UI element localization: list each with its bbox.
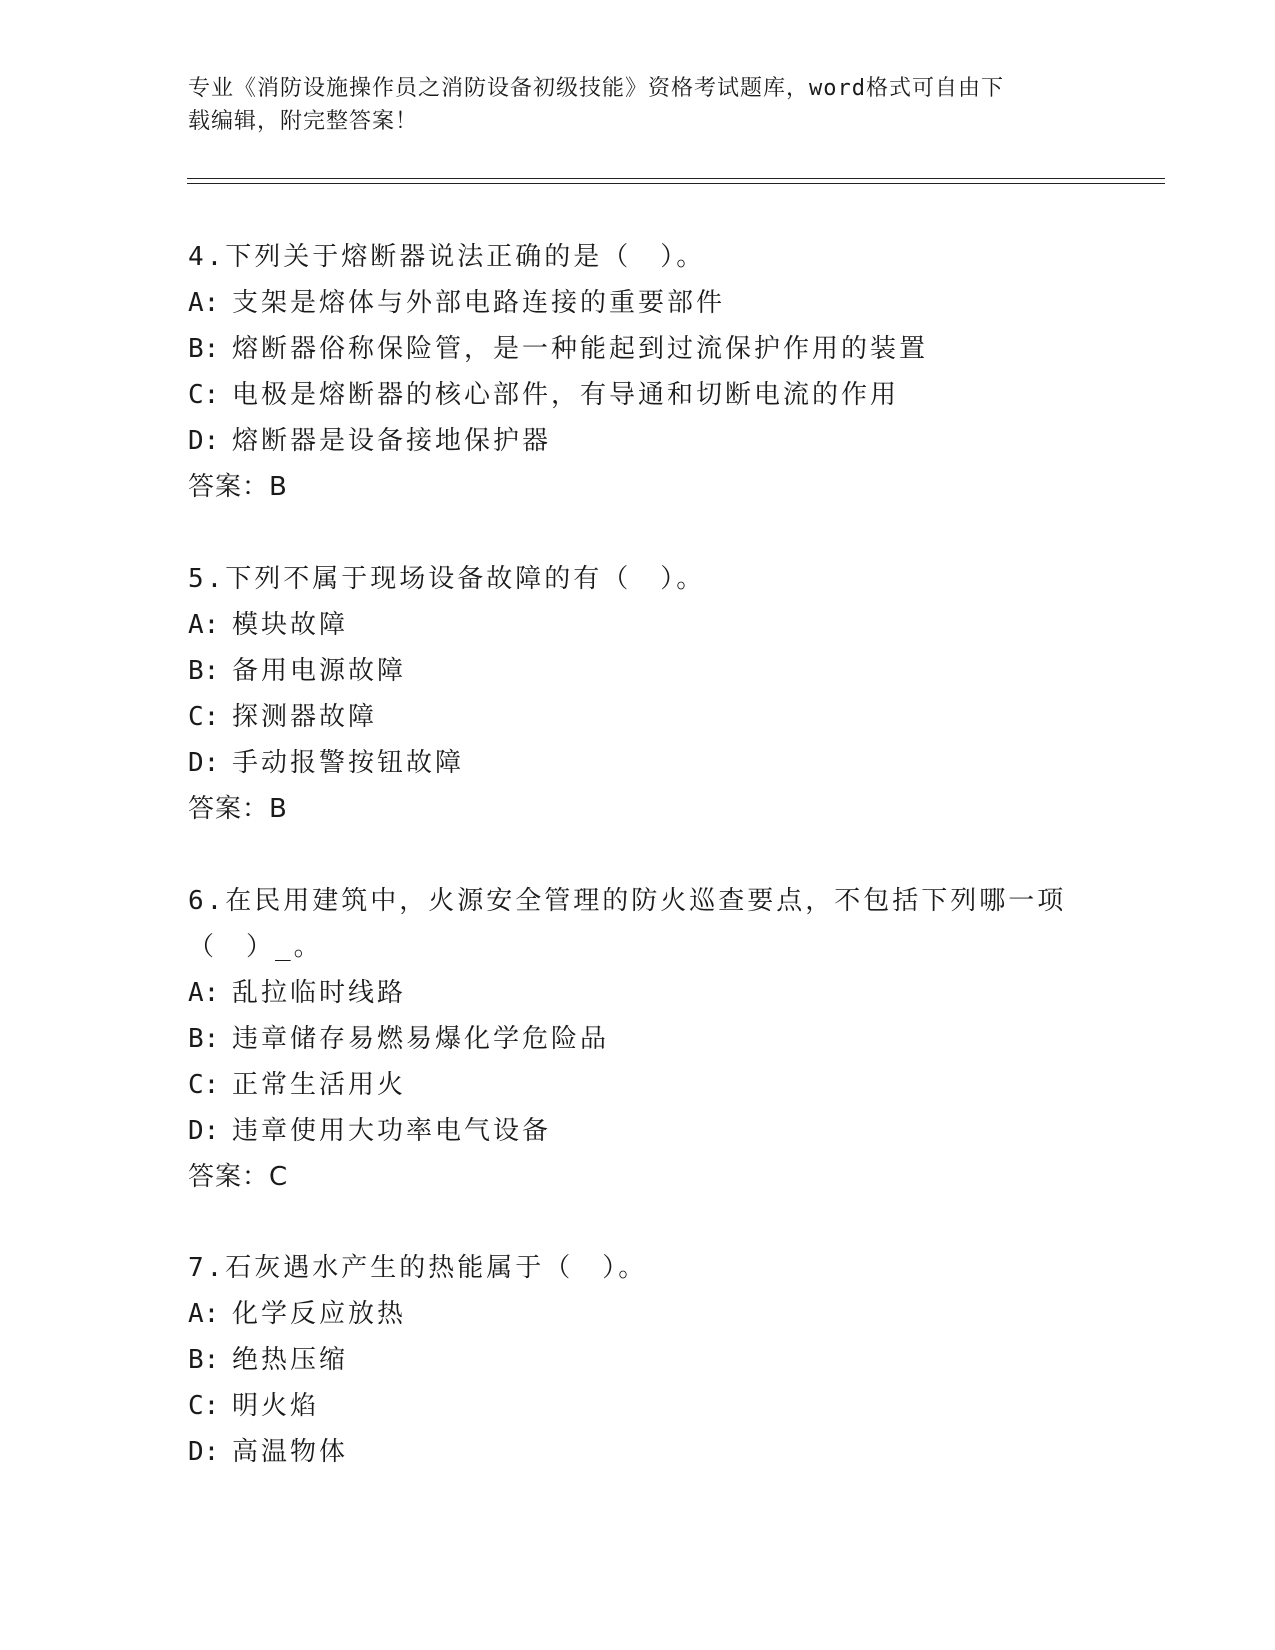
option-key: D:: [188, 748, 220, 778]
option-text: 绝热压缩: [232, 1345, 349, 1375]
option-a: [188, 970, 1088, 1016]
option-key: C:: [188, 702, 220, 732]
option-text: 探测器故障: [232, 702, 378, 732]
option-text: 支架是熔体与外部电路连接的重要部件: [232, 288, 726, 318]
option-text: 备用电源故障: [232, 656, 407, 686]
option-text: 模块故障: [232, 610, 349, 640]
question-stem: 4.下列关于熔断器说法正确的是（ ）。: [188, 242, 706, 272]
option-text: 违章储存易燃易爆化学危险品: [232, 1024, 610, 1054]
header-divider-top: [187, 178, 1165, 179]
option-key: A:: [188, 1299, 220, 1329]
question-4: [188, 234, 1088, 510]
option-key: C:: [188, 380, 220, 410]
question-stem: 5.下列不属于现场设备故障的有（ ）。: [188, 564, 706, 594]
option-text: 高温物体: [232, 1437, 349, 1467]
option-b: [188, 326, 1088, 372]
question-stem: 6.在民用建筑中，火源安全管理的防火巡查要点，不包括下列哪一项（ ）_。: [188, 886, 1067, 962]
option-d: [188, 1108, 1088, 1154]
option-key: D:: [188, 1437, 220, 1467]
option-b: [188, 648, 1088, 694]
option-key: D:: [188, 1116, 220, 1146]
answer-line: 答案：C: [188, 1162, 289, 1192]
option-key: A:: [188, 978, 220, 1008]
header-line-1: 专业《消防设施操作员之消防设备初级技能》资格考试题库，word格式可自由下: [188, 76, 1004, 101]
option-d: [188, 1429, 1088, 1475]
header-divider-bottom: [187, 183, 1165, 184]
option-b: [188, 1337, 1088, 1383]
option-c: [188, 1062, 1088, 1108]
answer-line: 答案：B: [188, 794, 288, 824]
question-6: [188, 878, 1088, 1200]
option-text: 熔断器是设备接地保护器: [232, 426, 552, 456]
option-key: A:: [188, 288, 220, 318]
header-line-2: 载编辑，附完整答案！: [188, 109, 419, 134]
option-key: B:: [188, 656, 220, 686]
option-key: A:: [188, 610, 220, 640]
option-key: C:: [188, 1070, 220, 1100]
option-a: [188, 280, 1088, 326]
option-text: 电极是熔断器的核心部件，有导通和切断电流的作用: [232, 380, 900, 410]
option-text: 违章使用大功率电气设备: [232, 1116, 552, 1146]
option-text: 乱拉临时线路: [232, 978, 407, 1008]
option-text: 明火焰: [232, 1391, 320, 1421]
question-7: [188, 1245, 1088, 1475]
document-header: [188, 72, 1088, 138]
option-text: 手动报警按钮故障: [232, 748, 465, 778]
option-text: 化学反应放热: [232, 1299, 407, 1329]
option-key: B:: [188, 334, 220, 364]
option-text: 熔断器俗称保险管，是一种能起到过流保护作用的装置: [232, 334, 929, 364]
answer-line: 答案：B: [188, 472, 288, 502]
question-5: [188, 556, 1088, 832]
question-stem: 7.石灰遇水产生的热能属于（ ）。: [188, 1253, 648, 1283]
option-key: C:: [188, 1391, 220, 1421]
option-text: 正常生活用火: [232, 1070, 407, 1100]
option-a: [188, 602, 1088, 648]
option-key: B:: [188, 1024, 220, 1054]
option-key: B:: [188, 1345, 220, 1375]
option-b: [188, 1016, 1088, 1062]
option-d: [188, 740, 1088, 786]
option-d: [188, 418, 1088, 464]
option-c: [188, 694, 1088, 740]
option-c: [188, 372, 1088, 418]
option-key: D:: [188, 426, 220, 456]
option-a: [188, 1291, 1088, 1337]
option-c: [188, 1383, 1088, 1429]
